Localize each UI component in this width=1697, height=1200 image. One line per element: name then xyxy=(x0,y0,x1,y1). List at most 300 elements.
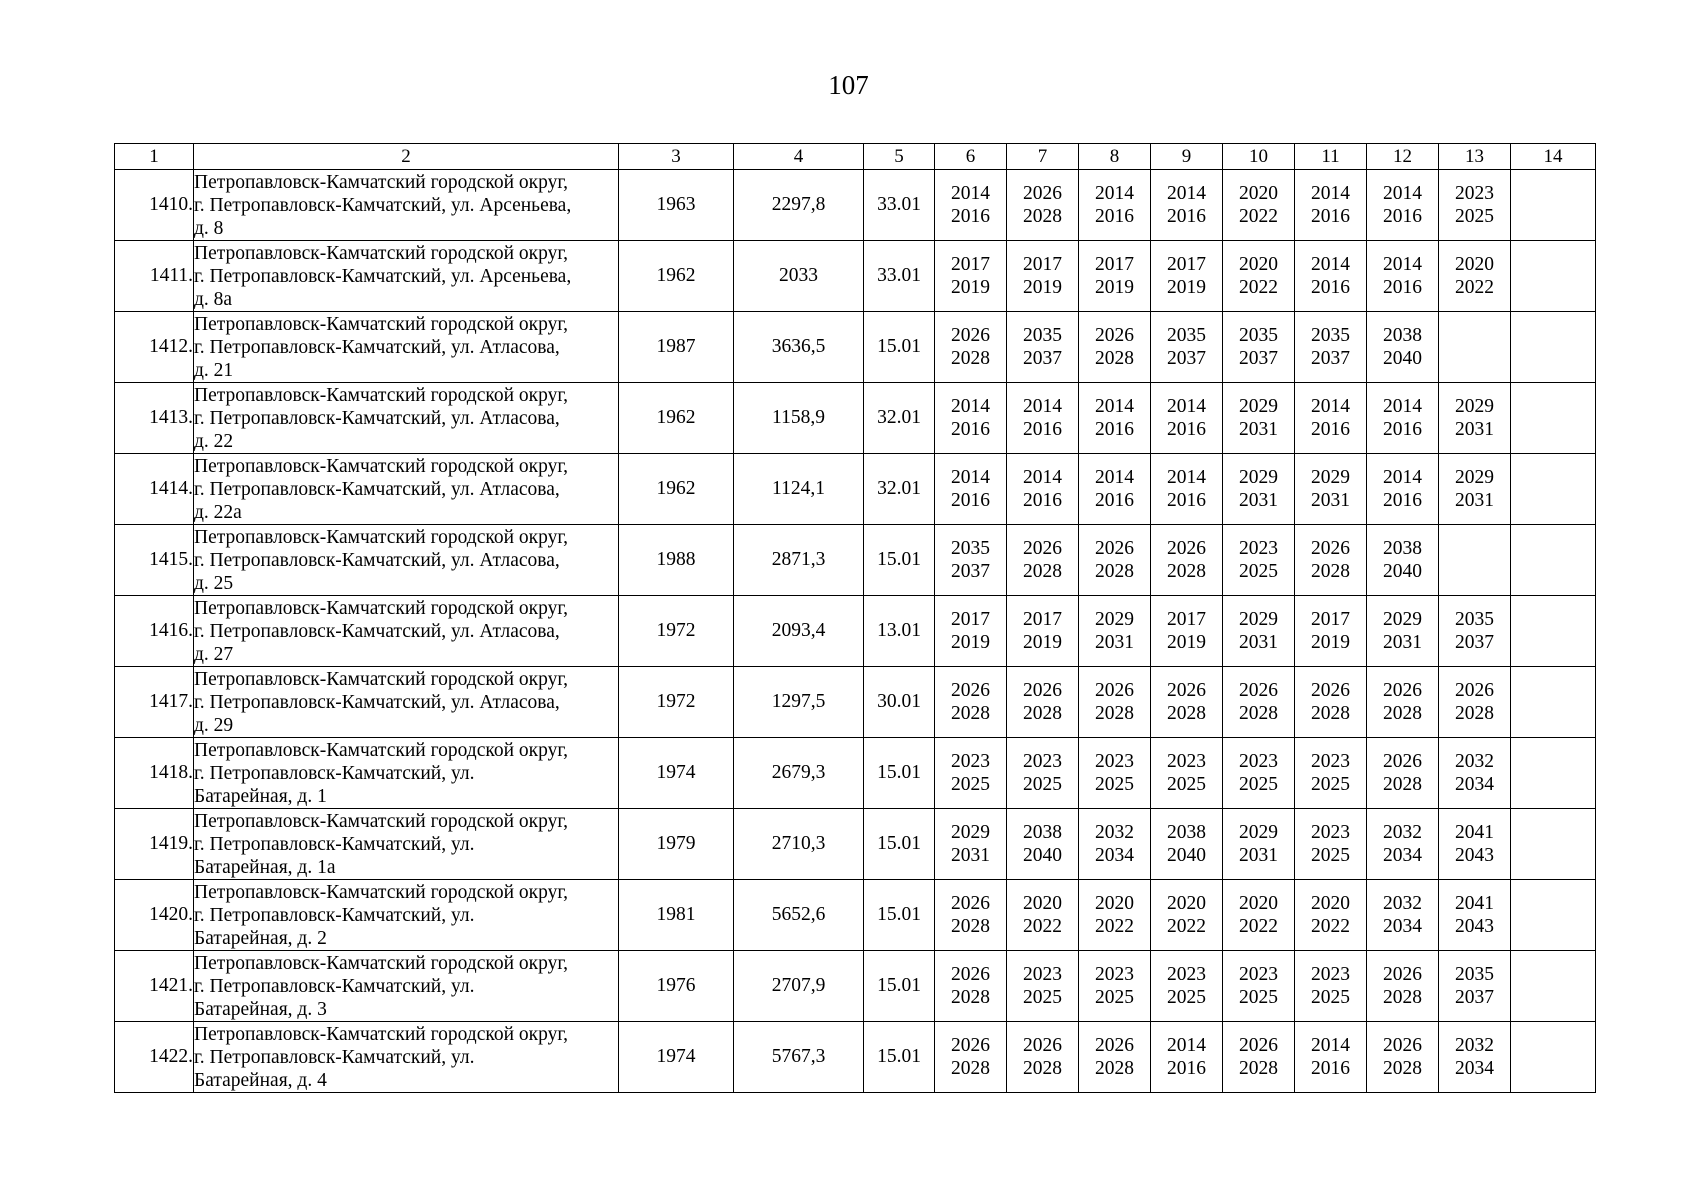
period-cell-col-10 xyxy=(1223,1022,1295,1093)
row-number-cell: 1420. xyxy=(115,880,194,951)
period-end-year: 2022 xyxy=(1239,206,1278,227)
period-cell-col-11 xyxy=(1295,454,1367,525)
period-cell-col-11 xyxy=(1295,383,1367,454)
period-end-year: 2016 xyxy=(1095,419,1134,440)
period-cell-col-9 xyxy=(1151,170,1223,241)
period-end-year: 2028 xyxy=(1095,703,1134,724)
period-cell-col-8 xyxy=(1079,312,1151,383)
period-start-year: 2014 xyxy=(1383,467,1422,488)
empty-cell-col-14 xyxy=(1511,667,1596,738)
period-end-year: 2031 xyxy=(1095,632,1134,653)
period-start-year: 2029 xyxy=(951,822,990,843)
column-header-1: 1 xyxy=(115,144,194,170)
period-cell-col-13 xyxy=(1439,880,1511,951)
period-end-year: 2031 xyxy=(1239,419,1278,440)
period-end-year: 2028 xyxy=(1383,1058,1422,1079)
column-header-6: 6 xyxy=(935,144,1007,170)
period-cell-col-13 xyxy=(1439,1022,1511,1093)
address-line: Батарейная, д. 4 xyxy=(194,1069,327,1091)
period-cell-col-11 xyxy=(1295,951,1367,1022)
address-line: Петропавловск-Камчатский городской округ, xyxy=(194,668,569,690)
period-cell-col-9 xyxy=(1151,738,1223,809)
period-end-year: 2025 xyxy=(1167,774,1206,795)
period-start-year: 2032 xyxy=(1383,893,1422,914)
column-header-2: 2 xyxy=(194,144,619,170)
code-cell: 15.01 xyxy=(864,951,935,1022)
period-start-year: 2014 xyxy=(1311,183,1350,204)
period-cell-col-13 xyxy=(1439,951,1511,1022)
period-end-year: 2025 xyxy=(1239,987,1278,1008)
period-cell-col-6 xyxy=(935,241,1007,312)
period-cell-col-9 xyxy=(1151,383,1223,454)
address-cell xyxy=(194,596,619,667)
period-cell-col-12 xyxy=(1367,312,1439,383)
period-start-year: 2032 xyxy=(1455,1035,1494,1056)
period-start-year: 2029 xyxy=(1239,396,1278,417)
period-cell-col-13 xyxy=(1439,738,1511,809)
period-start-year: 2014 xyxy=(951,467,990,488)
period-start-year: 2014 xyxy=(1167,183,1206,204)
period-end-year: 2028 xyxy=(1167,703,1206,724)
period-start-year: 2014 xyxy=(951,183,990,204)
period-end-year: 2037 xyxy=(1455,987,1494,1008)
period-end-year: 2016 xyxy=(951,206,990,227)
period-end-year: 2025 xyxy=(1455,206,1494,227)
period-cell-col-11 xyxy=(1295,241,1367,312)
period-cell-col-13 xyxy=(1439,596,1511,667)
table-row xyxy=(115,383,1596,454)
period-start-year: 2023 xyxy=(951,751,990,772)
period-cell-col-9 xyxy=(1151,809,1223,880)
period-cell-col-6 xyxy=(935,667,1007,738)
table-row xyxy=(115,667,1596,738)
row-number-cell: 1422. xyxy=(115,1022,194,1093)
period-cell-col-7 xyxy=(1007,1022,1079,1093)
column-header-10: 10 xyxy=(1223,144,1295,170)
period-cell-col-12 xyxy=(1367,1022,1439,1093)
period-end-year: 2019 xyxy=(1095,277,1134,298)
period-start-year: 2017 xyxy=(951,254,990,275)
period-end-year: 2028 xyxy=(1311,561,1350,582)
period-cell-col-9 xyxy=(1151,525,1223,596)
period-cell-col-8 xyxy=(1079,525,1151,596)
period-start-year: 2014 xyxy=(1311,254,1350,275)
period-start-year: 2014 xyxy=(1383,183,1422,204)
period-cell-col-7 xyxy=(1007,241,1079,312)
year-built-cell: 1963 xyxy=(619,170,734,241)
address-cell xyxy=(194,241,619,312)
period-end-year: 2037 xyxy=(1023,348,1062,369)
period-end-year: 2028 xyxy=(1023,1058,1062,1079)
period-end-year: 2019 xyxy=(1311,632,1350,653)
period-cell-col-9 xyxy=(1151,667,1223,738)
address-line: г. Петропавловск-Камчатский, ул. Арсеньева, xyxy=(194,194,572,216)
address-line: д. 22а xyxy=(194,501,242,523)
period-cell-col-12 xyxy=(1367,170,1439,241)
period-start-year: 2035 xyxy=(951,538,990,559)
period-end-year: 2034 xyxy=(1383,845,1422,866)
area-cell: 1124,1 xyxy=(734,454,864,525)
period-cell-col-10 xyxy=(1223,951,1295,1022)
code-cell: 15.01 xyxy=(864,809,935,880)
column-header-8: 8 xyxy=(1079,144,1151,170)
period-cell-col-7 xyxy=(1007,312,1079,383)
period-end-year: 2025 xyxy=(1311,845,1350,866)
area-cell: 3636,5 xyxy=(734,312,864,383)
period-cell-col-12 xyxy=(1367,809,1439,880)
period-end-year: 2028 xyxy=(951,1058,990,1079)
address-line: Петропавловск-Камчатский городской округ, xyxy=(194,952,569,974)
address-cell xyxy=(194,312,619,383)
period-start-year: 2026 xyxy=(1023,183,1062,204)
year-built-cell: 1987 xyxy=(619,312,734,383)
period-end-year: 2019 xyxy=(1167,277,1206,298)
column-header-9: 9 xyxy=(1151,144,1223,170)
address-line: г. Петропавловск-Камчатский, ул. Атласова, xyxy=(194,691,560,713)
period-cell-col-13 xyxy=(1439,809,1511,880)
period-start-year: 2026 xyxy=(1167,680,1206,701)
period-cell-col-13 xyxy=(1439,312,1511,383)
period-end-year: 2028 xyxy=(951,916,990,937)
period-end-year: 2019 xyxy=(951,277,990,298)
period-end-year: 2016 xyxy=(1311,1058,1350,1079)
row-number-cell: 1412. xyxy=(115,312,194,383)
address-cell xyxy=(194,951,619,1022)
address-cell xyxy=(194,383,619,454)
address-line: д. 25 xyxy=(194,572,234,594)
period-start-year: 2017 xyxy=(1167,254,1206,275)
period-end-year: 2031 xyxy=(1239,845,1278,866)
period-end-year: 2025 xyxy=(1311,987,1350,1008)
address-line: Петропавловск-Камчатский городской округ, xyxy=(194,1023,569,1045)
period-start-year: 2029 xyxy=(1311,467,1350,488)
table-row xyxy=(115,880,1596,951)
period-cell-col-9 xyxy=(1151,312,1223,383)
page-number: 107 xyxy=(828,70,869,100)
period-cell-col-7 xyxy=(1007,880,1079,951)
period-end-year: 2025 xyxy=(951,774,990,795)
period-start-year: 2038 xyxy=(1383,325,1422,346)
empty-cell-col-14 xyxy=(1511,241,1596,312)
period-start-year: 2026 xyxy=(1239,680,1278,701)
period-cell-col-7 xyxy=(1007,596,1079,667)
period-end-year: 2016 xyxy=(1383,490,1422,511)
period-cell-col-11 xyxy=(1295,809,1367,880)
area-cell: 5767,3 xyxy=(734,1022,864,1093)
period-start-year: 2032 xyxy=(1383,822,1422,843)
code-cell: 32.01 xyxy=(864,383,935,454)
period-start-year: 2029 xyxy=(1455,467,1494,488)
period-start-year: 2029 xyxy=(1239,822,1278,843)
address-line: д. 22 xyxy=(194,430,234,452)
period-cell-col-12 xyxy=(1367,596,1439,667)
period-end-year: 2031 xyxy=(951,845,990,866)
address-line: г. Петропавловск-Камчатский, ул. Арсеньева, xyxy=(194,265,572,287)
period-end-year: 2019 xyxy=(951,632,990,653)
year-built-cell: 1974 xyxy=(619,1022,734,1093)
period-end-year: 2016 xyxy=(1095,490,1134,511)
period-cell-col-13 xyxy=(1439,667,1511,738)
period-end-year: 2019 xyxy=(1023,277,1062,298)
area-cell: 2710,3 xyxy=(734,809,864,880)
period-end-year: 2043 xyxy=(1455,845,1494,866)
period-cell-col-7 xyxy=(1007,170,1079,241)
period-start-year: 2032 xyxy=(1455,751,1494,772)
code-cell: 33.01 xyxy=(864,170,935,241)
period-end-year: 2037 xyxy=(951,561,990,582)
row-number-cell: 1419. xyxy=(115,809,194,880)
address-line: Батарейная, д. 3 xyxy=(194,998,327,1020)
period-cell-col-7 xyxy=(1007,525,1079,596)
period-end-year: 2025 xyxy=(1239,561,1278,582)
address-line: г. Петропавловск-Камчатский, ул. xyxy=(194,904,475,926)
address-line: Петропавловск-Камчатский городской округ, xyxy=(194,881,569,903)
period-cell-col-8 xyxy=(1079,241,1151,312)
period-cell-col-10 xyxy=(1223,880,1295,951)
period-cell-col-8 xyxy=(1079,880,1151,951)
period-end-year: 2028 xyxy=(951,987,990,1008)
year-built-cell: 1988 xyxy=(619,525,734,596)
period-start-year: 2017 xyxy=(1023,254,1062,275)
period-end-year: 2040 xyxy=(1023,845,1062,866)
period-start-year: 2023 xyxy=(1239,751,1278,772)
area-cell: 2679,3 xyxy=(734,738,864,809)
column-header-13: 13 xyxy=(1439,144,1511,170)
period-start-year: 2029 xyxy=(1239,609,1278,630)
column-header-7: 7 xyxy=(1007,144,1079,170)
period-end-year: 2034 xyxy=(1383,916,1422,937)
empty-cell-col-14 xyxy=(1511,383,1596,454)
period-start-year: 2017 xyxy=(1311,609,1350,630)
period-end-year: 2022 xyxy=(1239,916,1278,937)
period-start-year: 2038 xyxy=(1023,822,1062,843)
period-cell-col-11 xyxy=(1295,170,1367,241)
period-end-year: 2034 xyxy=(1095,845,1134,866)
period-cell-col-7 xyxy=(1007,951,1079,1022)
period-start-year: 2023 xyxy=(1023,964,1062,985)
year-built-cell: 1962 xyxy=(619,383,734,454)
row-number-cell: 1410. xyxy=(115,170,194,241)
table-row xyxy=(115,738,1596,809)
period-start-year: 2023 xyxy=(1311,822,1350,843)
period-start-year: 2026 xyxy=(951,964,990,985)
address-line: г. Петропавловск-Камчатский, ул. xyxy=(194,833,475,855)
row-number-cell: 1416. xyxy=(115,596,194,667)
empty-cell-col-14 xyxy=(1511,951,1596,1022)
address-line: Петропавловск-Камчатский городской округ, xyxy=(194,171,569,193)
period-cell-col-7 xyxy=(1007,383,1079,454)
period-start-year: 2014 xyxy=(1023,396,1062,417)
period-cell-col-11 xyxy=(1295,738,1367,809)
period-end-year: 2022 xyxy=(1455,277,1494,298)
address-line: Петропавловск-Камчатский городской округ, xyxy=(194,242,569,264)
period-start-year: 2014 xyxy=(1167,396,1206,417)
table-row xyxy=(115,454,1596,525)
area-cell: 2033 xyxy=(734,241,864,312)
period-cell-col-12 xyxy=(1367,667,1439,738)
period-end-year: 2034 xyxy=(1455,1058,1494,1079)
period-cell-col-10 xyxy=(1223,170,1295,241)
year-built-cell: 1972 xyxy=(619,596,734,667)
period-end-year: 2028 xyxy=(1455,703,1494,724)
period-start-year: 2023 xyxy=(1455,183,1494,204)
period-start-year: 2032 xyxy=(1095,822,1134,843)
period-cell-col-9 xyxy=(1151,596,1223,667)
empty-cell-col-14 xyxy=(1511,809,1596,880)
period-end-year: 2043 xyxy=(1455,916,1494,937)
empty-cell-col-14 xyxy=(1511,880,1596,951)
period-start-year: 2041 xyxy=(1455,893,1494,914)
period-end-year: 2016 xyxy=(1311,206,1350,227)
period-start-year: 2026 xyxy=(951,893,990,914)
period-cell-col-8 xyxy=(1079,1022,1151,1093)
row-number-cell: 1415. xyxy=(115,525,194,596)
period-end-year: 2016 xyxy=(1167,1058,1206,1079)
period-start-year: 2020 xyxy=(1239,893,1278,914)
table-row xyxy=(115,1022,1596,1093)
table-row xyxy=(115,951,1596,1022)
area-cell: 2297,8 xyxy=(734,170,864,241)
table-body xyxy=(115,170,1596,1093)
period-cell-col-10 xyxy=(1223,809,1295,880)
period-cell-col-13 xyxy=(1439,383,1511,454)
period-start-year: 2023 xyxy=(1023,751,1062,772)
table-header xyxy=(115,144,1596,170)
period-start-year: 2020 xyxy=(1095,893,1134,914)
period-start-year: 2029 xyxy=(1239,467,1278,488)
period-start-year: 2026 xyxy=(1095,1035,1134,1056)
period-cell-col-8 xyxy=(1079,738,1151,809)
code-cell: 30.01 xyxy=(864,667,935,738)
period-start-year: 2020 xyxy=(1023,893,1062,914)
table-row xyxy=(115,241,1596,312)
period-start-year: 2035 xyxy=(1455,964,1494,985)
period-start-year: 2026 xyxy=(951,325,990,346)
row-number-cell: 1418. xyxy=(115,738,194,809)
period-end-year: 2016 xyxy=(1095,206,1134,227)
address-line: Петропавловск-Камчатский городской округ, xyxy=(194,526,569,548)
address-line: д. 8 xyxy=(194,217,224,239)
address-line: Батарейная, д. 1а xyxy=(194,856,336,878)
period-start-year: 2023 xyxy=(1239,538,1278,559)
period-cell-col-6 xyxy=(935,383,1007,454)
period-cell-col-9 xyxy=(1151,951,1223,1022)
area-cell: 2093,4 xyxy=(734,596,864,667)
header-row xyxy=(115,144,1596,170)
address-cell xyxy=(194,738,619,809)
empty-cell-col-14 xyxy=(1511,454,1596,525)
period-cell-col-10 xyxy=(1223,241,1295,312)
address-line: г. Петропавловск-Камчатский, ул. Атласова, xyxy=(194,336,560,358)
period-cell-col-6 xyxy=(935,170,1007,241)
column-header-12: 12 xyxy=(1367,144,1439,170)
period-start-year: 2020 xyxy=(1455,254,1494,275)
period-start-year: 2038 xyxy=(1383,538,1422,559)
column-header-3: 3 xyxy=(619,144,734,170)
code-cell: 15.01 xyxy=(864,312,935,383)
period-start-year: 2023 xyxy=(1167,964,1206,985)
year-built-cell: 1981 xyxy=(619,880,734,951)
address-line: г. Петропавловск-Камчатский, ул. Атласова, xyxy=(194,478,560,500)
year-built-cell: 1962 xyxy=(619,454,734,525)
period-cell-col-10 xyxy=(1223,383,1295,454)
period-cell-col-9 xyxy=(1151,880,1223,951)
period-cell-col-11 xyxy=(1295,667,1367,738)
address-line: д. 21 xyxy=(194,359,234,381)
address-line: Петропавловск-Камчатский городской округ, xyxy=(194,455,569,477)
period-cell-col-10 xyxy=(1223,454,1295,525)
period-end-year: 2022 xyxy=(1167,916,1206,937)
period-start-year: 2017 xyxy=(951,609,990,630)
period-end-year: 2028 xyxy=(1311,703,1350,724)
address-line: д. 27 xyxy=(194,643,234,665)
period-end-year: 2016 xyxy=(1383,277,1422,298)
period-cell-col-9 xyxy=(1151,454,1223,525)
address-cell xyxy=(194,170,619,241)
period-cell-col-7 xyxy=(1007,809,1079,880)
column-header-5: 5 xyxy=(864,144,935,170)
period-start-year: 2026 xyxy=(1095,538,1134,559)
period-start-year: 2017 xyxy=(1023,609,1062,630)
period-cell-col-10 xyxy=(1223,738,1295,809)
address-line: г. Петропавловск-Камчатский, ул. Атласова, xyxy=(194,407,560,429)
address-cell xyxy=(194,525,619,596)
period-end-year: 2016 xyxy=(1167,490,1206,511)
period-end-year: 2031 xyxy=(1455,419,1494,440)
period-cell-col-9 xyxy=(1151,241,1223,312)
period-end-year: 2028 xyxy=(1383,987,1422,1008)
column-header-14: 14 xyxy=(1511,144,1596,170)
period-cell-col-12 xyxy=(1367,241,1439,312)
period-cell-col-8 xyxy=(1079,951,1151,1022)
table-row xyxy=(115,809,1596,880)
period-cell-col-8 xyxy=(1079,667,1151,738)
period-end-year: 2028 xyxy=(1167,561,1206,582)
period-end-year: 2040 xyxy=(1383,348,1422,369)
period-cell-col-12 xyxy=(1367,454,1439,525)
period-start-year: 2026 xyxy=(1383,751,1422,772)
year-built-cell: 1979 xyxy=(619,809,734,880)
address-line: Петропавловск-Камчатский городской округ, xyxy=(194,313,569,335)
period-end-year: 2016 xyxy=(1023,419,1062,440)
year-built-cell: 1962 xyxy=(619,241,734,312)
area-cell: 2871,3 xyxy=(734,525,864,596)
period-cell-col-6 xyxy=(935,454,1007,525)
period-start-year: 2014 xyxy=(1383,254,1422,275)
table-row xyxy=(115,596,1596,667)
address-cell xyxy=(194,454,619,525)
period-end-year: 2028 xyxy=(1239,1058,1278,1079)
period-cell-col-12 xyxy=(1367,951,1439,1022)
period-end-year: 2025 xyxy=(1311,774,1350,795)
code-cell: 33.01 xyxy=(864,241,935,312)
period-end-year: 2028 xyxy=(1023,561,1062,582)
row-number-cell: 1417. xyxy=(115,667,194,738)
period-start-year: 2014 xyxy=(1095,183,1134,204)
period-end-year: 2037 xyxy=(1167,348,1206,369)
period-start-year: 2026 xyxy=(1095,325,1134,346)
period-end-year: 2040 xyxy=(1167,845,1206,866)
period-end-year: 2031 xyxy=(1239,490,1278,511)
period-start-year: 2017 xyxy=(1167,609,1206,630)
period-end-year: 2025 xyxy=(1095,774,1134,795)
area-cell: 1158,9 xyxy=(734,383,864,454)
period-cell-col-11 xyxy=(1295,596,1367,667)
period-end-year: 2025 xyxy=(1095,987,1134,1008)
period-cell-col-10 xyxy=(1223,525,1295,596)
period-start-year: 2020 xyxy=(1311,893,1350,914)
period-end-year: 2016 xyxy=(1311,419,1350,440)
